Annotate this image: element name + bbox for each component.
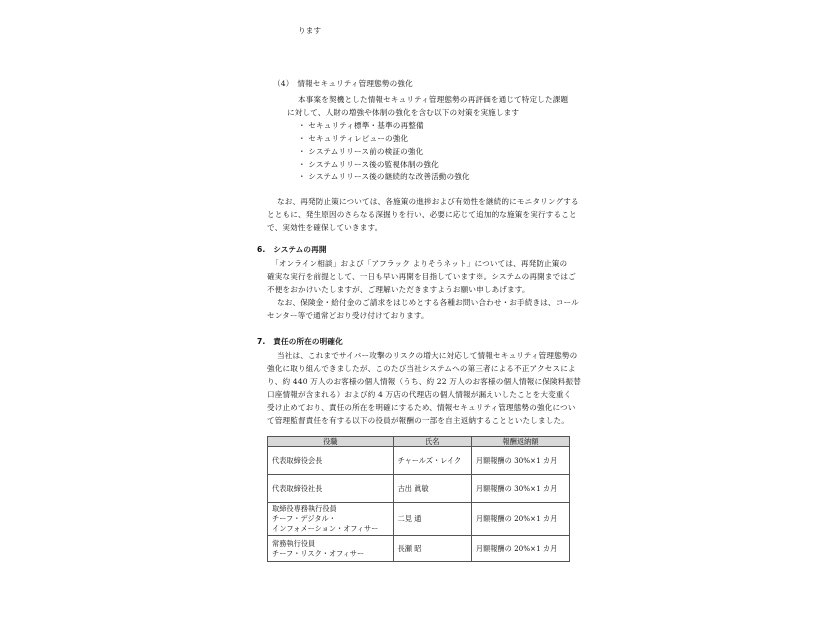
text-line: 本事案を契機とした情報セキュリティ管理態勢の再評価を通じて特定した課題 (298, 95, 569, 104)
role-cell (268, 475, 394, 503)
bullet-item: ・ セキュリティ標準・基準の再整備 (298, 121, 424, 130)
table-row (268, 475, 570, 503)
role-cell (268, 447, 394, 475)
text-line: に対して、人財の増強や体制の強化を含む以下の対策を実施します (287, 108, 520, 117)
bullet-item: ・ システムリリース後の監視体制の強化 (298, 160, 439, 169)
role-cell (268, 503, 394, 536)
table-row (268, 447, 570, 475)
text-line: 不便をおかけいたしますが、ご理解いただきますようお願い申しあげます。 (267, 285, 530, 294)
text-line: なお、再発防止策については、各施策の進捗および有効性を継続的にモニタリングする (277, 197, 579, 206)
text-line: て管理監督責任を有する以下の役員が報酬の一部を自主返納することといたしました。 (267, 416, 570, 425)
role-line: チーフ・デジタル・ (272, 514, 336, 523)
name-cell: 古出 眞敏 (393, 475, 471, 503)
officer-compensation-table (267, 436, 570, 562)
text-line: で、実効性を確保していきます。 (267, 223, 383, 232)
text-line: 当社は、これまでサイバー攻撃のリスクの増大に対応して情報セキュリティ管理態勢の (277, 351, 578, 360)
text-line: り、約 440 万人のお客様の個人情報（うち、約 22 万人のお客様の個人情報に保険料振替 (267, 377, 581, 386)
section-heading: 7. 責任の所在の明確化 (257, 337, 343, 346)
table-header-role: 役職 (268, 437, 394, 447)
role-line: チーフ・リスク・オフィサー (272, 548, 365, 558)
role-line: インフォメーション・オフィサー (272, 524, 379, 533)
table-header-amount: 報酬返納額 (471, 437, 569, 447)
text-line: センター等で通常どおり受け付けております。 (267, 311, 429, 320)
table-header-name: 氏名 (393, 437, 471, 447)
amount-cell: 月額報酬の 20%×1 カ月 (471, 503, 569, 536)
role-line: 代表取締役社長 (272, 483, 323, 493)
text-line: 強化に取り組んできましたが、このたび当社システムへの第三者による不正アクセスによ (267, 364, 576, 373)
amount-cell: 月額報酬の 30%×1 カ月 (471, 475, 569, 503)
name-cell: チャールズ・レイク (393, 447, 471, 475)
name-cell: 長瀬 昭 (393, 536, 471, 562)
role-cell (268, 536, 394, 562)
text-line: ります (298, 26, 322, 35)
text-line: 「オンライン相談」および「アフラック よりそうネット」については、再発防止策の (271, 259, 568, 268)
table-row (268, 536, 570, 562)
name-cell: 二見 通 (393, 503, 471, 536)
bullet-item: ・ システムリリース前の検証の強化 (298, 147, 424, 156)
subsection-heading: （4） 情報セキュリティ管理態勢の強化 (273, 79, 413, 88)
role-line: 常務執行役員 (272, 538, 316, 548)
text-line: 口座情報が含まれる）および約 4 万店の代理店の個人情報が漏えいしたことを大変重く (267, 390, 572, 399)
section-heading: 6. システムの再開 (257, 245, 327, 254)
bullet-item: ・ セキュリティレビューの強化 (298, 134, 409, 143)
bullet-item: ・ システムリリース後の継続的な改善活動の強化 (298, 172, 470, 181)
role-line: 代表取締役会長 (272, 455, 323, 465)
table-header-row (268, 437, 570, 447)
table-row (268, 503, 570, 536)
text-line: とともに、発生原因のさらなる深掘りを行い、必要に応じて追加的な施策を実行すること (267, 210, 577, 219)
amount-cell: 月額報酬の 20%×1 カ月 (471, 536, 569, 562)
amount-cell: 月額報酬の 30%×1 カ月 (471, 447, 569, 475)
role-line: 取締役専務執行役員 (272, 504, 337, 513)
text-line: なお、保険金・給付金のご請求をはじめとする各種お問い合わせ・お手続きは、コール (277, 298, 579, 307)
text-line: 受け止めており、責任の所在を明確にするため、情報セキュリティ管理態勢の強化につい (267, 403, 576, 412)
text-line: 確実な実行を前提として、一日も早い再開を目指しています※。システムの再開まではご (267, 272, 576, 281)
